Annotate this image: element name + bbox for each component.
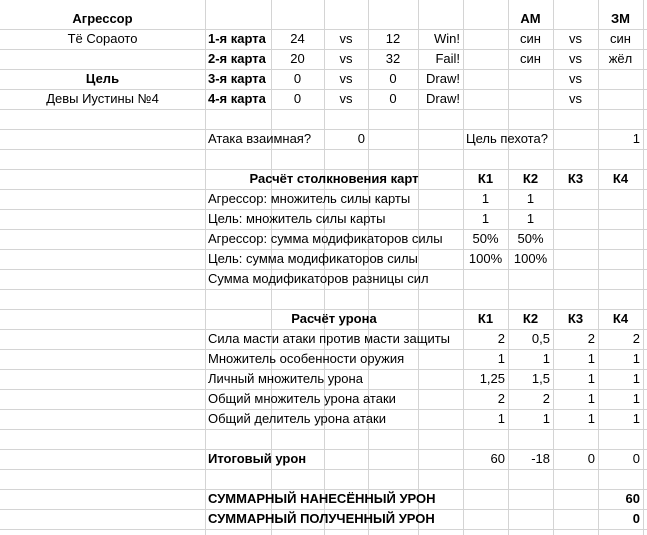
round-target-value[interactable]: 0 [389,71,397,86]
damage-value[interactable]: 1 [587,371,595,386]
total-damage-value[interactable]: 60 [490,451,505,466]
damage-value[interactable]: 1 [542,351,550,366]
zm-header[interactable]: ЗМ [611,11,630,26]
round-vs2[interactable]: vs [569,31,582,46]
round-target-value[interactable]: 32 [385,51,401,66]
round-am[interactable]: син [520,31,541,46]
round-label[interactable]: 2-я карта [208,51,266,66]
clash-value[interactable]: 100% [468,251,503,266]
round-aggressor-value[interactable]: 24 [290,31,305,46]
round-result[interactable]: Draw! [426,71,460,86]
aggressor-label[interactable]: Агрессор [72,11,133,26]
damage-value[interactable]: 1 [587,391,595,406]
infantry-target-value[interactable]: 1 [632,131,640,146]
am-header[interactable]: АМ [520,11,541,26]
clash-value[interactable]: 50% [472,231,499,246]
total-damage-value[interactable]: -18 [531,451,550,466]
round-aggressor-value[interactable]: 20 [290,51,305,66]
damage-value[interactable]: 2 [497,331,505,346]
summary-received-value[interactable]: 0 [632,511,640,526]
damage-value[interactable]: 1 [632,351,640,366]
damage-value[interactable]: 1 [587,351,595,366]
aggressor-name[interactable]: Тё Сораото [67,31,138,46]
round-aggressor-value[interactable]: 0 [293,71,302,86]
total-damage-value[interactable]: 0 [632,451,640,466]
gridline [0,529,647,530]
column-header[interactable]: К2 [522,171,539,186]
summary-dealt-value[interactable]: 60 [625,491,640,506]
damage-value[interactable]: 1,25 [479,371,505,386]
clash-value[interactable]: 1 [481,191,490,206]
damage-value[interactable]: 1 [497,351,505,366]
round-vs2[interactable]: vs [569,51,582,66]
damage-row-label[interactable]: Общий множитель урона атаки [208,391,396,406]
column-header[interactable]: К1 [477,311,494,326]
round-target-value[interactable]: 0 [389,91,397,106]
round-label[interactable]: 3-я карта [208,71,266,86]
mutual-attack-value[interactable]: 0 [357,131,365,146]
round-vs2[interactable]: vs [569,71,582,86]
target-label[interactable]: Цель [85,71,120,86]
damage-value[interactable]: 1 [542,411,550,426]
clash-value[interactable]: 50% [517,231,544,246]
round-result[interactable]: Fail! [435,51,460,66]
damage-value[interactable]: 2 [587,331,595,346]
damage-value[interactable]: 2 [542,391,550,406]
damage-title[interactable]: Расчёт урона [291,311,377,326]
round-target-value[interactable]: 12 [385,31,401,46]
clash-row-label[interactable]: Агрессор: множитель силы карты [208,191,411,206]
damage-value[interactable]: 0,5 [531,331,550,346]
round-am[interactable]: син [520,51,541,66]
mutual-attack-label[interactable]: Атака взаимная? [208,131,312,146]
column-header[interactable]: К1 [477,171,494,186]
gridline [0,429,647,430]
target-name[interactable]: Девы Иустины №4 [46,91,159,106]
damage-value[interactable]: 1 [632,411,640,426]
damage-value[interactable]: 1 [587,411,595,426]
damage-value[interactable]: 1,5 [531,371,550,386]
damage-value[interactable]: 1 [632,391,640,406]
round-vs2[interactable]: vs [569,91,582,106]
clash-row-label[interactable]: Сумма модификаторов разницы сил [208,271,429,286]
round-vs[interactable]: vs [339,91,353,106]
infantry-target-label[interactable]: Цель пехота? [466,131,548,146]
summary-dealt-label[interactable]: СУММАРНЫЙ НАНЕСЁННЫЙ УРОН [208,491,436,506]
round-result[interactable]: Win! [434,31,460,46]
round-vs[interactable]: vs [339,71,353,86]
clash-row-label[interactable]: Агрессор: сумма модификаторов силы [208,231,443,246]
column-header[interactable]: К4 [612,311,629,326]
damage-row-label[interactable]: Сила масти атаки против масти защиты [208,331,451,346]
damage-value[interactable]: 2 [497,391,505,406]
summary-received-label[interactable]: СУММАРНЫЙ ПОЛУЧЕННЫЙ УРОН [208,511,435,526]
damage-value[interactable]: 1 [632,371,640,386]
clash-title[interactable]: Расчёт столкновения карт [249,171,419,186]
damage-row-label[interactable]: Личный множитель урона [208,371,363,386]
round-zm[interactable]: жёл [608,51,633,66]
gridline [0,149,647,150]
round-result[interactable]: Draw! [426,91,460,106]
clash-row-label[interactable]: Цель: множитель силы карты [208,211,386,226]
column-header[interactable]: К2 [522,311,539,326]
damage-value[interactable]: 2 [632,331,640,346]
gridline [0,469,647,470]
clash-value[interactable]: 100% [513,251,548,266]
damage-row-label[interactable]: Множитель особенности оружия [208,351,405,366]
round-vs[interactable]: vs [339,31,353,46]
total-damage-label[interactable]: Итоговый урон [208,451,307,466]
gridline [643,0,644,535]
gridline [0,109,647,110]
damage-value[interactable]: 1 [497,411,505,426]
round-label[interactable]: 4-я карта [208,91,266,106]
total-damage-value[interactable]: 0 [587,451,595,466]
round-label[interactable]: 1-я карта [208,31,266,46]
round-vs[interactable]: vs [339,51,353,66]
round-aggressor-value[interactable]: 0 [293,91,302,106]
clash-value[interactable]: 1 [526,191,535,206]
column-header[interactable]: К3 [567,171,584,186]
damage-row-label[interactable]: Общий делитель урона атаки [208,411,386,426]
clash-row-label[interactable]: Цель: сумма модификаторов силы [208,251,418,266]
clash-value[interactable]: 1 [526,211,535,226]
round-zm[interactable]: син [610,31,631,46]
clash-value[interactable]: 1 [481,211,490,226]
column-header[interactable]: К4 [612,171,629,186]
gridline [0,289,647,290]
column-header[interactable]: К3 [567,311,584,326]
